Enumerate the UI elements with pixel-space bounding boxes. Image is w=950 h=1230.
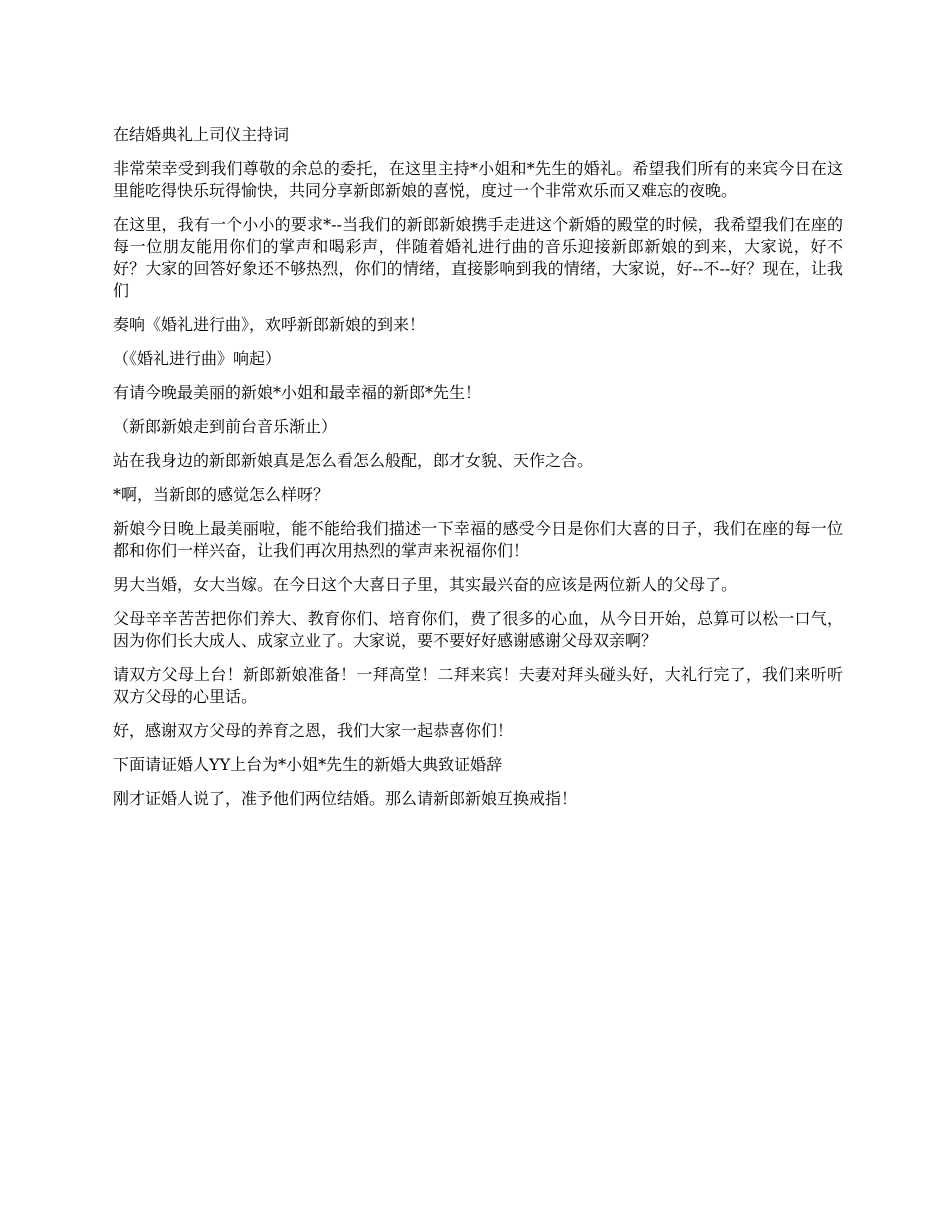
paragraph: 好，感谢双方父母的养育之恩，我们大家一起恭喜你们！	[113, 721, 514, 740]
paragraph: 新娘今日晚上最美丽啦，能不能给我们描述一下幸福的感受今日是你们大喜的日子，我们在座的每一位都和你们一样兴奋，让我们再次用热烈的掌声来祝福你们！	[113, 519, 843, 560]
paragraph: 父母辛辛苦苦把你们养大、教育你们、培育你们，费了很多的心血，从今日开始，总算可以松一口气，因为你们长大成人、成家立业了。大家说，要不要好好感谢感谢父母双亲啊？	[113, 609, 843, 650]
paragraph: 下面请证婚人YY上台为*小姐*先生的新婚大典致证婚辞	[113, 755, 503, 774]
document-title: 在结婚典礼上司仪主持词	[113, 125, 290, 144]
paragraph: 在这里，我有一个小小的要求*--当我们的新郎新娘携手走进这个新婚的殿堂的时候，我希望我们在座的每一位朋友能用你们的掌声和喝彩声，伴随着婚礼进行曲的音乐迎接新郎新娘的到来，大家说，好不好？大家的回答好象还不够热烈，你们的情绪，直接影响到我的情绪，大家说，好--不--好？现在，让我们	[113, 215, 843, 300]
paragraph: 有请今晚最美丽的新娘*小姐和最幸福的新郎*先生！	[113, 383, 482, 402]
paragraph: 请双方父母上台！新郎新娘准备！一拜高堂！二拜来宾！夫妻对拜头碰头好，大礼行完了，我们来听听双方父母的心里话。	[113, 665, 843, 706]
paragraph: 奏响《婚礼进行曲》，欢呼新郎新娘的到来！	[113, 315, 426, 334]
paragraph: 刚才证婚人说了，准予他们两位结婚。那么请新郎新娘互换戒指！	[113, 789, 578, 808]
paragraph: （《婚礼进行曲》响起）	[113, 349, 282, 368]
paragraph: （新郎新娘走到前台音乐渐止）	[113, 417, 338, 436]
paragraph: 站在我身边的新郎新娘真是怎么看怎么般配，郎才女貌、天作之合。	[113, 451, 594, 470]
document-page	[113, 124, 843, 822]
paragraph: 非常荣幸受到我们尊敬的余总的委托，在这里主持*小姐和*先生的婚礼。希望我们所有的来宾今日在这里能吃得快乐玩得愉快，共同分享新郎新娘的喜悦，度过一个非常欢乐而又难忘的夜晚。	[113, 159, 843, 200]
paragraph: 男大当婚，女大当嫁。在今日这个大喜日子里，其实最兴奋的应该是两位新人的父母了。	[113, 575, 738, 594]
paragraph: *啊，当新郎的感觉怎么样呀？	[113, 485, 330, 504]
